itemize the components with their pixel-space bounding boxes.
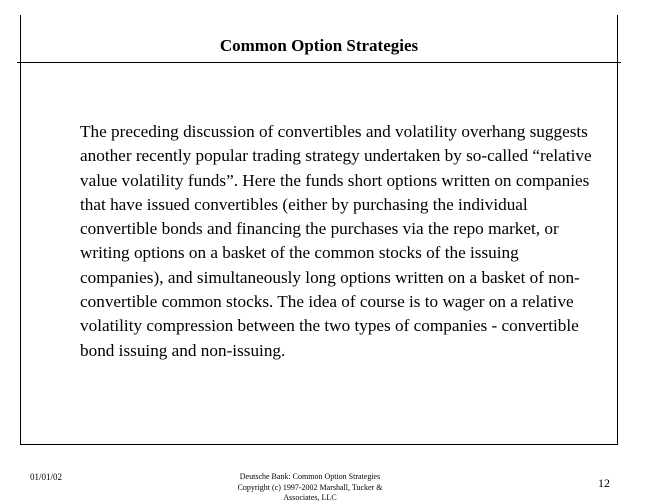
slide-body-text: The preceding discussion of convertibles and volatility overhang suggests another recently popular trading strategy undertaken by so-called “relative value volatility funds”. Here the funds short options written on companies that have issued convertibles (either by purchasing the individual convertible bonds and financing the purchases via the repo market, or writing options on a basket of the common stocks of the issuing companies), and simultaneously long options written on a basket of non-convertible common stocks. The idea of course is to wager on a relative volatility compression between the two types of companies - convertible bond issuing and non-issuing. <box>80 122 592 360</box>
footer-line-2: Copyright (c) 1997-2002 Marshall, Tucker & <box>237 482 383 492</box>
title-divider <box>17 62 621 63</box>
slide-title: Common Option Strategies <box>219 36 419 55</box>
footer-line-3: Associates, LLC <box>283 493 337 502</box>
footer-date: 01/01/02 <box>30 472 63 482</box>
page-number: 12 <box>598 476 610 490</box>
footer-copyright <box>220 472 400 504</box>
footer-line-1: Deutsche Bank: Common Option Strategies <box>239 472 381 481</box>
